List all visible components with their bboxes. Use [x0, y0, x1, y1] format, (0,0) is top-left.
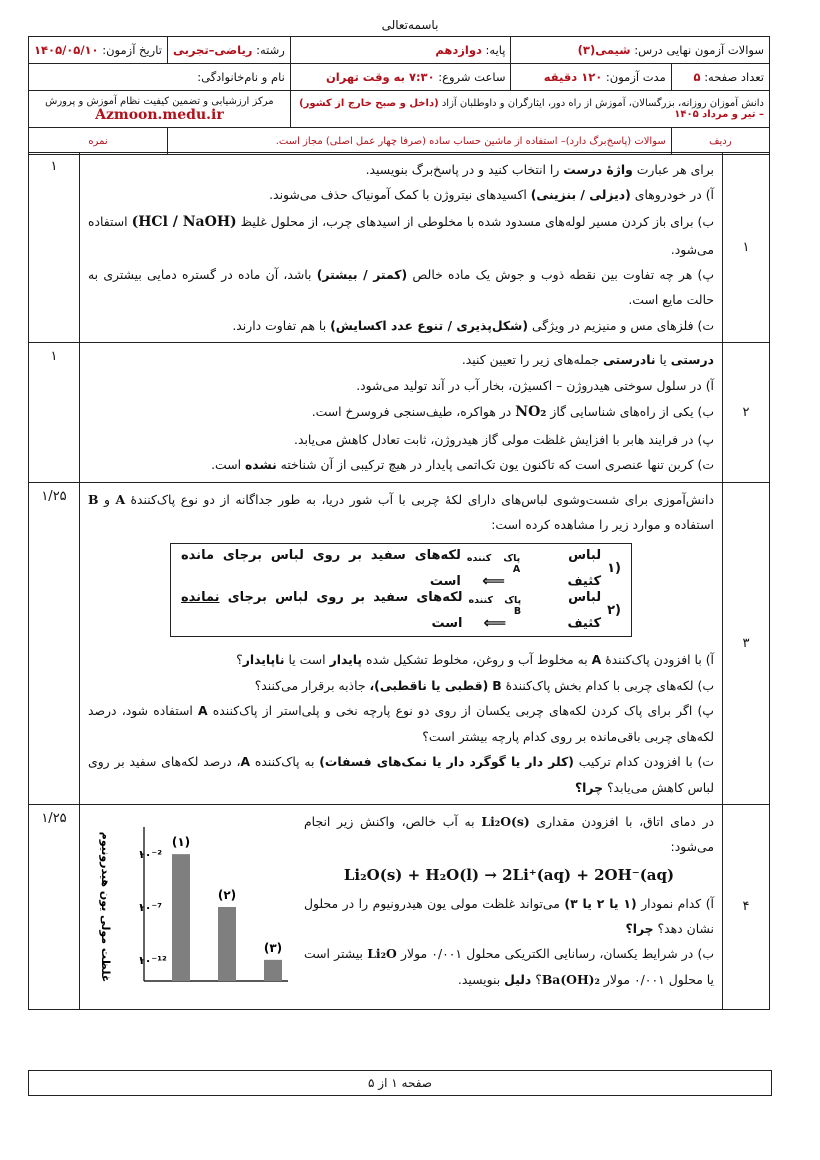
reaction-arrow [468, 595, 522, 632]
bar-label: (۱) [171, 835, 191, 850]
product-text: لکه‌های سفید بر روی لباس برجای نمانده است [181, 589, 463, 632]
page-count: ۵ [693, 70, 701, 84]
bar-label: (۳) [263, 940, 283, 955]
arrow-label: پاک کننده B [468, 595, 522, 618]
besmeh: باسمه‌تعالی [381, 18, 439, 32]
question-1: ۱ برای هر عبارت واژهٔ درست را انتخاب کنید و در پاسخ‌برگ بنویسید. آ) در خودروهای (دیزلی / بنزینی) اکسیدهای نیتروژن با کمک آمونیاک حذف می‌شوند. ب) برای باز کردن مسیر لوله‌های مسدود شده با مخلوطی از اسیدهای چرب، از محلول غلیظ (HCl / NaOH) استفاده می‌شود. پ) هر چه تفاوت بین نقطه ذوب و جوش یک ماده خالص (کمتر / بیشتر) باشد، آن ماده در گستره دمایی بیشتری به حالت مایع است. ت) فلزهای مس و منیزیم در ویژگی (شکل‌پذیری / تنوع عدد اکسایش) با هم تفاوت دارند. ۱ [29, 153, 770, 343]
header-table: سوالات آزمون نهایی درس: شیمی(۳) پایه: دوازدهم رشته: ریاضی–تجربی تاریخ آزمون: ۱۴۰۵/۰۵/۱۰ تعداد صفحه: ۵ مدت آزمون: ۱۲۰ دقیقه ساعت شروع: ۷:۳۰ به وقت تهران نام و نام‌خانوادگی: دانش آموزان روزانه، بزرگسالان، آموزش از راه دور، ایثارگران و داوطلبان آزاد (داخل و صبح خارج از کشور) – تیر و مرداد ۱۴۰۵ مرکز ارزشیابی و تضمین کیفیت نظام آموزش و پرورش Azmoon.medu.ir ردیف سوالات (پاسخ‌برگ دارد)– استفاده از ماشین حساب ساده (صرفا چهار عمل اصلی) مجاز است. نمره [28, 36, 770, 155]
double-arrow-icon: ⟸ [483, 612, 507, 632]
question-4: ۴ غلظت مولی یون هیدرونیوم ۱۰⁻² ۱۰⁻⁷ ۱۰⁻¹² (۱) (۲) (۳) در دمای اتاق، با افزودن مقداری Li₂O(s) به آب خالص، واکنش زیر انجام می‌شود: Li₂O(s) + H₂O(l) → 2Li⁺(aq) + 2OH⁻(aq) آ) کدام نمودار (۱ یا ۲ یا ۳) می‌تواند غلظت مولی یون هیدرونیوم را در محلول نشان دهد؟ چرا؟ ب) در شرایط یکسان، رسانایی الکتریکی محلول ۰/۰۰۱ مولار Li₂O بیشتر است یا محلول ۰/۰۰۱ مولار Ba(OH)₂؟ دلیل بنویسید. ۱/۲۵ [29, 804, 770, 1009]
duration: ۱۲۰ دقیقه [543, 70, 603, 84]
subject: شیمی(۳) [577, 43, 631, 57]
y-tick-label: ۱۰⁻¹² [138, 953, 167, 967]
reaction-row [181, 590, 621, 632]
reactant-text: لباس کثیف [567, 547, 602, 590]
start-time: ۷:۳۰ به وقت تهران [325, 70, 435, 84]
question-3: ۳ دانش‌آموزی برای شست‌وشوی لباس‌های دارای لکهٔ چربی با آب شور دریا، به طور جداگانه از دو نوع پاک‌کنندهٔ A و B استفاده و موارد زیر را مشاهده کرده است: (۱ لباس کثیف پاک کننده A ⟸ لکه‌های سفید بر روی لباس برجای مانده است (۲ لباس کثیف پاک کننده B ⟸ لکه‌های سفید بر روی لباس برجای نمانده است آ) با افزودن پاک‌کنندهٔ A به مخلوط آب و روغن، مخلوط تشکیل شده پایدار است یا ناپایدار؟ ب) لکه‌های چربی با کدام بخش پاک‌کنندهٔ B (قطبی یا ناقطبی)، جاذبه برقرار می‌کنند؟ پ) اگر برای پاک کردن لکه‌های چربی یکسان از روی دو نوع پارچه نخی و پلی‌استر از پاک‌کننده A استفاده شود، درصد لکه‌های چربی باقی‌مانده بر روی کدام پارچه بیشتر است؟ ت) با افزودن کدام ترکیب (کلر دار یا گوگرد دار یا نمک‌های فسفات) به پاک‌کننده A، درصد لکه‌های سفید بر روی لباس کاهش می‌یابد؟ چرا؟ ۱/۲۵ [29, 482, 770, 804]
bar [264, 960, 282, 981]
hydronium-chart [88, 813, 298, 993]
reaction-number: (۱ [607, 561, 621, 577]
y-axis-label: غلظت مولی یون هیدرونیوم [99, 831, 112, 983]
y-tick-label: ۱۰⁻⁷ [138, 900, 163, 914]
exam-date: ۱۴۰۵/۰۵/۱۰ [34, 43, 99, 57]
bar [218, 907, 236, 981]
y-tick-label: ۱۰⁻² [138, 848, 163, 862]
reaction-arrow [466, 553, 521, 590]
site-link: Azmoon.medu.ir [95, 106, 224, 123]
bar [172, 854, 190, 981]
grade: دوازدهم [435, 43, 482, 57]
bar-chart-svg [88, 813, 298, 993]
field: ریاضی–تجربی [172, 43, 253, 57]
reaction-box [170, 543, 632, 637]
page-footer: صفحه ۱ از ۵ [28, 1070, 772, 1096]
bar-label: (۲) [217, 887, 237, 902]
questions-table [28, 152, 770, 1010]
arrow-label: پاک کننده A [466, 553, 521, 576]
name-field: نام و نام‌خانوادگی: [29, 64, 291, 91]
double-arrow-icon: ⟸ [482, 570, 506, 590]
reactant-text: لباس کثیف [567, 589, 602, 632]
product-text: لکه‌های سفید بر روی لباس برجای مانده است [181, 547, 461, 590]
question-2: ۲ درستی یا نادرستی جمله‌های زیر را تعیین کنید. آ) در سلول سوختی هیدروژن – اکسیژن، بخار آب در آند تولید می‌شود. ب) یکی از راه‌های شناسایی گاز NO₂ در هواکره، طیف‌سنجی فروسرخ است. پ) در فرایند هابر با افزایش غلظت مولی گاز هیدروژن، ثابت تعادل کاهش می‌یابد. ت) کربن تنها عنصری است که تاکنون یون تک‌اتمی پایدار در هیچ ترکیبی از آن شناخته نشده است. ۱ [29, 343, 770, 482]
reaction-equation: Li₂O(s) + H₂O(l) → 2Li⁺(aq) + 2OH⁻(aq) [343, 865, 675, 884]
reaction-number: (۲ [607, 603, 621, 619]
